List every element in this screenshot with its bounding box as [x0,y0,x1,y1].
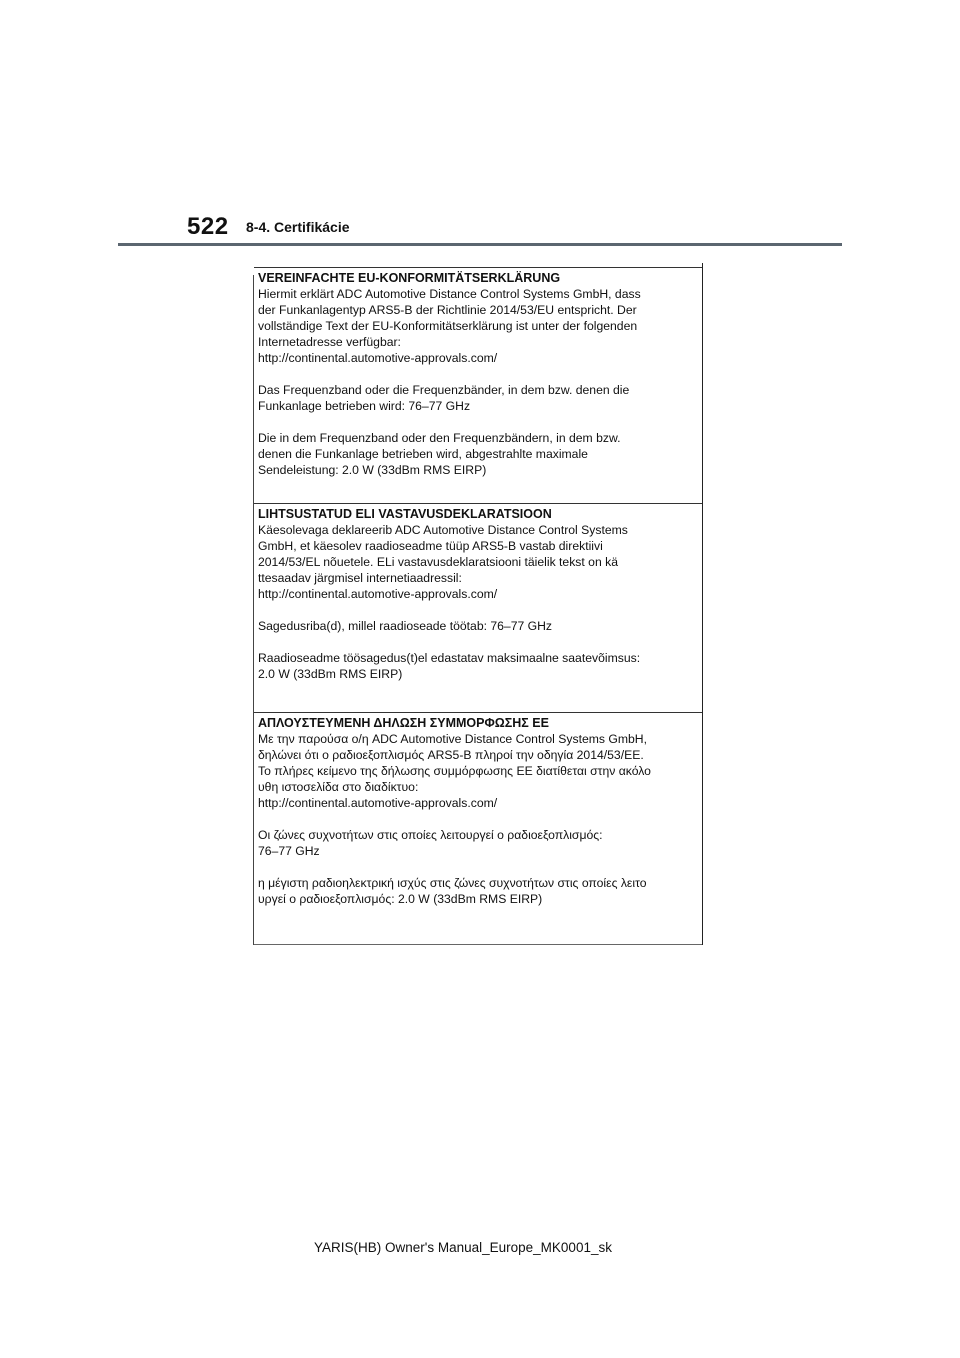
text-line: η μέγιστη ραδιοηλεκτρική ισχύς στις ζώνες συχνοτήτων στις οποίες λειτο [258,876,647,890]
text-line: 2.0 W (33dBm RMS EIRP) [258,667,403,681]
text-line: Sendeleistung: 2.0 W (33dBm RMS EIRP) [258,463,487,477]
header-rule [118,243,842,246]
text-line: υθη ιστοσελίδα στο διαδίκτυο: [258,780,419,794]
url-line: http://continental.automotive-approvals.com/ [258,796,498,810]
declaration-title: ΑΠΛΟΥΣΤΕΥΜΕΝΗ ΔΗΛΩΣΗ ΣΥΜΜΟΡΦΩΣΗΣ ΕΕ [258,716,549,730]
text-line: Käesolevaga deklareerib ADC Automotive Distance Control Systems [258,523,628,537]
paragraph [258,430,702,478]
text-line: υργεί ο ραδιοεξοπλισμός: 2.0 W (33dBm RMS EIRP) [258,892,543,906]
paragraph [258,731,702,811]
text-line: δηλώνει ότι ο ραδιοεξοπλισμός ARS5-B πληροί την οδηγία 2014/53/ΕΕ. [258,748,644,762]
text-line: ttesaadav järgmisel internetiaadressil: [258,571,462,585]
text-line: Hiermit erklärt ADC Automotive Distance Control Systems GmbH, dass [258,287,641,301]
page-number: 522 [187,213,229,240]
text-line: Internetadresse verfügbar: [258,335,401,349]
footer-text: YARIS(HB) Owner's Manual_Europe_MK0001_sk [314,1240,612,1255]
text-line: Raadioseadme töösagedus(t)el edastatav maksimaalne saatevõimsus: [258,651,641,665]
text-line: der Funkanlagentyp ARS5-B der Richtlinie 2014/53/EU entspricht. Der [258,303,637,317]
text-line: vollständige Text der EU-Konformitätserklärung ist unter der folgenden [258,319,638,333]
declaration-scan [253,263,703,945]
declaration-title: VEREINFACHTE EU-KONFORMITÄTSERKLÄRUNG [258,271,561,285]
text-line: GmbH, et käesolev raadioseadme tüüp ARS5-B vastab direktiivi [258,539,603,553]
text-line: 2014/53/EL nõuetele. ELi vastavusdeklaratsiooni täielik tekst on kä [258,555,618,569]
text-line: denen die Funkanlage betrieben wird, abgestrahlte maximale [258,447,588,461]
text-line: Funkanlage betrieben wird: 76–77 GHz [258,399,471,413]
text-line: 76–77 GHz [258,844,320,858]
paragraph [258,522,702,602]
url-line: http://continental.automotive-approvals.com/ [258,351,498,365]
declaration-german [254,267,702,478]
paragraph [258,382,702,414]
paragraph [258,827,702,859]
bottom-rule [254,944,702,945]
text-line: Με την παρούσα ο/η ADC Automotive Distance Control Systems GmbH, [258,732,647,746]
text-line: Το πλήρες κείμενο της δήλωσης συμμόρφωσης ΕΕ διατίθεται στην ακόλο [258,764,651,778]
text-line: Das Frequenzband oder die Frequenzbänder, in dem bzw. denen die [258,383,630,397]
paragraph [258,618,702,634]
url-line: http://continental.automotive-approvals.com/ [258,587,498,601]
section-title: 8-4. Certifikácie [246,219,350,235]
declaration-title: LIHTSUSTATUD ELI VASTAVUSDEKLARATSIOON [258,507,552,521]
paragraph [258,286,702,366]
text-line: Die in dem Frequenzband oder den Frequenzbändern, in dem bzw. [258,431,621,445]
declaration-estonian [254,503,702,682]
paragraph [258,650,702,682]
paragraph [258,875,702,907]
text-line: Sagedusriba(d), millel raadioseade töötab: 76–77 GHz [258,619,553,633]
text-line: Οι ζώνες συχνοτήτων στις οποίες λειτουργεί ο ραδιοεξοπλισμός: [258,828,603,842]
declaration-greek [254,712,702,907]
